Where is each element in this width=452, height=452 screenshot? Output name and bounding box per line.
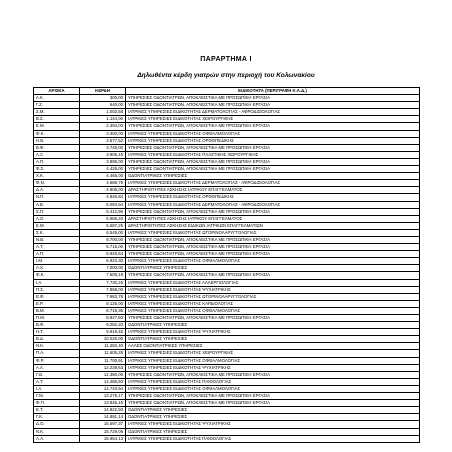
cell-initials: Ε.Φ. [34,293,80,300]
cell-specialty: ΥΠΗΡΕΣΙΕΣ ΟΔΟΝΤΙΑΤΡΩΝ, ΑΠΟΚΛΕΙΣΤΙΚΑ ΜΕ ΠΡΟΣΩΠΙΚΗ ΕΡΓΑΣΙΑ [126,251,420,258]
cell-specialty: ΙΑΤΡΙΚΕΣ ΥΠΗΡΕΣΙΕΣ ΕΙΔΙΚΟΤΗΤΑΣ ΨΥΧΙΑΤΡΙΚΗΣ [126,286,420,293]
table-row [34,329,420,336]
cell-specialty: ΙΑΤΡΙΚΕΣ ΥΠΗΡΕΣΙΕΣ ΕΙΔΙΚΟΤΗΤΑΣ ΠΛΑΣΤΙΚΗΣ ΧΕΙΡΟΥΡΓΙΚΗΣ [126,151,420,158]
cell-initials: Π.Σ. [34,286,80,293]
cell-earnings: 6.700,00 [80,236,126,243]
cell-initials: Γ.Κ. [34,414,80,421]
cell-earnings: 8.719,35 [80,307,126,314]
cell-specialty: ΥΠΗΡΕΣΙΕΣ ΟΔΟΝΤΙΑΤΡΩΝ, ΑΠΟΚΛΕΙΣΤΙΚΑ ΜΕ ΠΡΟΣΩΠΙΚΗ ΕΡΓΑΣΙΑ [126,166,420,173]
cell-specialty: ΥΠΗΡΕΣΙΕΣ ΟΔΟΝΤΙΑΤΡΩΝ, ΑΠΟΚΛΕΙΣΤΙΚΑ ΜΕ ΠΡΟΣΩΠΙΚΗ ΕΡΓΑΣΙΑ [126,315,420,322]
cell-specialty: ΙΑΤΡΙΚΕΣ ΥΠΗΡΕΣΙΕΣ ΕΙΔΙΚΟΤΗΤΑΣ ΟΦΘΑΛΜΟΛΟΓΙΑΣ [126,130,420,137]
cell-specialty: ΙΑΤΡΙΚΕΣ ΥΠΗΡΕΣΙΕΣ ΕΙΔΙΚΟΤΗΤΑΣ ΨΥΧΙΑΤΡΙΚΗΣ [126,329,420,336]
table-row [34,215,420,222]
cell-specialty: ΥΠΗΡΕΣΙΕΣ ΟΔΟΝΤΙΑΤΡΩΝ, ΑΠΟΚΛΕΙΣΤΙΚΑ ΜΕ ΠΡΟΣΩΠΙΚΗ ΕΡΓΑΣΙΑ [126,393,420,400]
cell-initials: Ν.Π. [34,194,80,201]
cell-specialty: ΙΑΤΡΙΚΕΣ ΥΠΗΡΕΣΙΕΣ ΕΙΔΙΚΟΤΗΤΑΣ ΩΤΟΡΙΝΟΛΑΡΥΓΓΟΛΟΓΙΑΣ [126,229,420,236]
cell-specialty: ΙΑΤΡΙΚΕΣ ΥΠΗΡΕΣΙΕΣ ΕΙΔΙΚΟΤΗΤΑΣ ΟΦΘΑΛΜΟΛΟΓΙΑΣ [126,307,420,314]
earnings-table [33,87,420,443]
cell-initials: Φ.Σ. [34,166,80,173]
cell-initials: Β.Δ. [34,336,80,343]
cell-initials: Ε.Ρ. [34,300,80,307]
table-row [34,336,420,343]
cell-earnings: 14.822,50 [80,407,126,414]
cell-initials: Γ.Β. [34,371,80,378]
cell-initials: Α.Π. [34,251,80,258]
table-row [34,180,420,187]
table-row [34,350,420,357]
cell-earnings: 7.983,78 [80,293,126,300]
cell-specialty: ΙΑΤΡΙΚΕΣ ΥΠΗΡΕΣΙΕΣ ΕΙΔΙΚΟΤΗΤΑΣ ΟΦΘΑΛΜΟΛΟΓΙΑΣ [126,258,420,265]
cell-earnings: 3.577,52 [80,137,126,144]
table-row [34,300,420,307]
cell-initials: Δ.Λ. [34,187,80,194]
cell-initials: Α.Τ. [34,244,80,251]
cell-initials: Η.Τ. [34,329,80,336]
cell-specialty: ΥΠΗΡΕΣΙΕΣ ΟΔΟΝΤΙΑΤΡΩΝ, ΑΠΟΚΛΕΙΣΤΙΚΑ ΜΕ ΠΡΟΣΩΠΙΚΗ ΕΡΓΑΣΙΑ [126,272,420,279]
cell-earnings: 5.412,96 [80,208,126,215]
cell-earnings: 15.729,06 [80,428,126,435]
table-body [34,95,420,443]
table-row [34,343,420,350]
cell-initials: Φ.Ρ. [34,357,80,364]
cell-earnings: 15.954,13 [80,435,126,442]
cell-earnings: 7.730,25 [80,279,126,286]
cell-specialty: ΙΑΤΡΙΚΕΣ ΥΠΗΡΕΣΙΕΣ ΕΙΔΙΚΟΤΗΤΑΣ ΧΕΙΡΟΥΡΓΙΚΗΣ [126,350,420,357]
cell-initials: Α.Κ. [34,95,80,102]
cell-specialty: ΥΠΗΡΕΣΙΕΣ ΟΔΟΝΤΙΑΤΡΩΝ, ΑΠΟΚΛΕΙΣΤΙΚΑ ΜΕ ΠΡΟΣΩΠΙΚΗ ΕΡΓΑΣΙΑ [126,123,420,130]
table-row [34,421,420,428]
table-row [34,173,420,180]
table-row [34,123,420,130]
cell-specialty: ΟΔΟΝΤΙΑΤΡΙΚΕΣ ΥΠΗΡΕΣΙΕΣ [126,407,420,414]
cell-specialty: ΙΑΤΡΙΚΕΣ ΥΠΗΡΕΣΙΕΣ ΕΙΔΙΚΟΤΗΤΑΣ ΨΥΧΙΑΤΡΙΚΗΣ [126,364,420,371]
cell-specialty: ΔΡΑΣΤΗΡΙΟΤΗΤΕΣ ΑΣΚΗΣΗΣ ΕΙΔΙΚΩΝ ΙΑΤΡΙΚΩΝ ΕΠΑΓΓΕΛΜΑΤΙΩΝ [126,222,420,229]
cell-earnings: 11.605,28 [80,350,126,357]
table-row [34,244,420,251]
table-row [34,151,420,158]
cell-initials: Β.Φ. [34,144,80,151]
cell-initials: Π.Α. [34,350,80,357]
cell-earnings: 12.380,00 [80,371,126,378]
cell-specialty: ΥΠΗΡΕΣΙΕΣ ΟΔΟΝΤΙΑΤΡΩΝ, ΑΠΟΚΛΕΙΣΤΙΚΑ ΜΕ ΠΡΟΣΩΠΙΚΗ ΕΡΓΑΣΙΑ [126,95,420,102]
table-row [34,116,420,123]
table-row [34,428,420,435]
cell-initials: Β.Σ. [34,116,80,123]
cell-initials: Ι.Α. [34,385,80,392]
cell-earnings: 9.919,45 [80,329,126,336]
table-row [34,95,420,102]
table-row [34,279,420,286]
header-initials: ΑΡΧΙΚΑ [34,88,80,95]
cell-initials: Η.Β. [34,137,80,144]
table-row [34,144,420,151]
cell-specialty: ΥΠΗΡΕΣΙΕΣ ΟΔΟΝΤΙΑΤΡΩΝ, ΑΠΟΚΛΕΙΣΤΙΚΑ ΜΕ ΠΡΟΣΩΠΙΚΗ ΕΡΓΑΣΙΑ [126,371,420,378]
cell-earnings: 12.238,63 [80,364,126,371]
cell-initials: Δ.Ο. [34,421,80,428]
cell-specialty: ΙΑΤΡΙΚΕΣ ΥΠΗΡΕΣΙΕΣ ΕΙΔΙΚΟΤΗΤΑΣ ΧΕΙΡΟΥΡΓΙΚΗΣ [126,116,420,123]
cell-initials: Β.Φ. [34,322,80,329]
table-row [34,109,420,116]
cell-specialty: ΙΑΤΡΙΚΕΣ ΥΠΗΡΕΣΙΕΣ ΕΙΔΙΚΟΤΗΤΑΣ ΔΕΡΜΑΤΟΛΟΓΙΑΣ - ΑΦΡΟΔΙΣΙΟΛΟΓΙΑΣ [126,109,420,116]
cell-earnings: 9.282,20 [80,322,126,329]
cell-specialty: ΥΠΗΡΕΣΙΕΣ ΟΔΟΝΤΙΑΤΡΩΝ, ΑΠΟΚΛΕΙΣΤΙΚΑ ΜΕ ΠΡΟΣΩΠΙΚΗ ΕΡΓΑΣΙΑ [126,158,420,165]
table-row [34,251,420,258]
cell-earnings: 8.125,00 [80,300,126,307]
cell-initials: Α.Ξ. [34,151,80,158]
cell-initials: Π.Μ. [34,315,80,322]
cell-earnings: 3.745,00 [80,144,126,151]
cell-earnings: 4.425,00 [80,166,126,173]
cell-specialty: ΟΔΟΝΤΙΑΤΡΙΚΕΣ ΥΠΗΡΕΣΙΕΣ [126,428,420,435]
cell-specialty: ΥΠΗΡΕΣΙΕΣ ΟΔΟΝΤΙΑΤΡΩΝ, ΑΠΟΚΛΕΙΣΤΙΚΑ ΜΕ ΠΡΟΣΩΠΙΚΗ ΕΡΓΑΣΙΑ [126,400,420,407]
table-row [34,357,420,364]
cell-specialty: ΙΑΤΡΙΚΕΣ ΥΠΗΡΕΣΙΕΣ ΕΙΔΙΚΟΤΗΤΑΣ ΟΡΘΟΠΕΔΙΚΗΣ [126,194,420,201]
cell-initials: Ι.Μ. [34,258,80,265]
cell-specialty: ΥΠΗΡΕΣΙΕΣ ΟΔΟΝΤΙΑΤΡΩΝ, ΑΠΟΚΛΕΙΣΤΙΚΑ ΜΕ ΠΡΟΣΩΠΙΚΗ ΕΡΓΑΣΙΑ [126,102,420,109]
cell-initials: Ι.Α. [34,279,80,286]
cell-earnings: 3.906,15 [80,151,126,158]
cell-earnings: 14.891,14 [80,414,126,421]
cell-earnings: 11.282,40 [80,343,126,350]
page-title: ΠΑΡΑΡΤΗΜΑ Ι [200,56,252,63]
table-row [34,322,420,329]
cell-specialty: ΟΔΟΝΤΙΑΤΡΙΚΕΣ ΥΠΗΡΕΣΙΕΣ [126,322,420,329]
table-row [34,393,420,400]
table-header-row [34,88,420,95]
cell-specialty: ΔΡΑΣΤΗΡΙΟΤΗΤΕΣ ΑΣΚΗΣΗΣ ΙΑΤΡΙΚΟΥ ΕΠΑΓΓΕΛΜΑΤΟΣ [126,187,420,194]
cell-specialty: ΟΔΟΝΤΙΑΤΡΙΚΕΣ ΥΠΗΡΕΣΙΕΣ [126,414,420,421]
cell-initials: Α.Β. [34,201,80,208]
cell-earnings: 10.020,00 [80,336,126,343]
cell-initials: Σ.Μ. [34,109,80,116]
table-row [34,222,420,229]
table-row [34,400,420,407]
cell-initials: Α.Λ. [34,364,80,371]
cell-earnings: 7.600,19 [80,272,126,279]
table-row [34,187,420,194]
table-row [34,236,420,243]
cell-initials: Ε.Τ. [34,407,80,414]
cell-earnings: 4.686,79 [80,180,126,187]
table-row [34,166,420,173]
cell-specialty: ΟΔΟΝΤΙΑΤΡΙΚΕΣ ΥΠΗΡΕΣΙΕΣ [126,336,420,343]
cell-specialty: ΥΠΗΡΕΣΙΕΣ ΟΔΟΝΤΙΑΤΡΩΝ, ΑΠΟΚΛΕΙΣΤΙΚΑ ΜΕ ΠΡΟΣΩΠΙΚΗ ΕΡΓΑΣΙΑ [126,236,420,243]
cell-initials: Α.Π. [34,158,80,165]
cell-initials: Γ.Μ. [34,393,80,400]
cell-initials: Χ.Κ. [34,173,80,180]
cell-specialty: ΑΛΛΕΣ ΟΔΟΝΤΙΑΤΡΙΚΕΣ ΥΠΗΡΕΣΙΕΣ [126,343,420,350]
cell-specialty: ΙΑΤΡΙΚΕΣ ΥΠΗΡΕΣΙΕΣ ΕΙΔΙΚΟΤΗΤΑΣ ΔΕΡΜΑΤΟΛΟΓΙΑΣ - ΑΦΡΟΔΙΣΙΟΛΟΓΙΑΣ [126,201,420,208]
cell-initials: Φ.Κ. [34,130,80,137]
cell-earnings: 12.486,50 [80,378,126,385]
table-row [34,194,420,201]
cell-initials: Ε.Μ. [34,222,80,229]
cell-specialty: ΟΔΟΝΤΙΑΤΡΙΚΕΣ ΥΠΗΡΕΣΙΕΣ [126,173,420,180]
cell-earnings: 13.846,15 [80,400,126,407]
table-row [34,201,420,208]
header-specialty: ΕΙΔΙΚΟΤΗΤΑ (ΠΕΡΙΓΡΑΦΗ Κ.Α.Δ.) [126,88,420,95]
cell-earnings: 6.545,00 [80,229,126,236]
cell-specialty: ΙΑΤΡΙΚΕΣ ΥΠΗΡΕΣΙΕΣ ΕΙΔΙΚΟΤΗΤΑΣ ΟΡΘΟΠΕΔΙΚΗΣ [126,137,420,144]
table-row [34,414,420,421]
cell-initials: Λ.Α. [34,435,80,442]
table-row [34,315,420,322]
cell-initials: Φ.Κ. [34,272,80,279]
cell-earnings: 3.300,00 [80,130,126,137]
cell-initials: Ν.Β. [34,236,80,243]
cell-specialty: ΙΑΤΡΙΚΕΣ ΥΠΗΡΕΣΙΕΣ ΕΙΔΙΚΟΤΗΤΑΣ ΠΑΙΘΟΛΟΓΙΑΣ [126,435,420,442]
table-row [34,102,420,109]
cell-earnings: 3.995,00 [80,158,126,165]
table-row [34,265,420,272]
cell-earnings: 4.465,00 [80,173,126,180]
table-row [34,371,420,378]
cell-earnings: 1.002,58 [80,109,126,116]
cell-specialty: ΥΠΗΡΕΣΙΕΣ ΟΔΟΝΤΙΑΤΡΩΝ, ΑΠΟΚΛΕΙΣΤΙΚΑ ΜΕ ΠΡΟΣΩΠΙΚΗ ΕΡΓΑΣΙΑ [126,144,420,151]
cell-specialty: ΙΑΤΡΙΚΕΣ ΥΠΗΡΕΣΙΕΣ ΕΙΔΙΚΟΤΗΤΑΣ ΩΤΟΡΙΝΟΛΑΡΥΓΓΟΛΟΓΙΑΣ [126,293,420,300]
cell-specialty: ΟΔΟΝΤΙΑΤΡΙΚΕΣ ΥΠΗΡΕΣΙΕΣ [126,265,420,272]
cell-specialty: ΔΡΑΣΤΗΡΙΟΤΗΤΕΣ ΑΣΚΗΣΗΣ ΙΑΤΡΙΚΟΥ ΕΠΑΓΓΕΛΜΑΤΟΣ [126,215,420,222]
cell-initials: Ε.Μ. [34,123,80,130]
header-earnings: ΚΕΡΔΗ [80,88,126,95]
cell-earnings: 300,00 [80,95,126,102]
cell-specialty: ΙΑΤΡΙΚΕΣ ΥΠΗΡΕΣΙΕΣ ΕΙΔΙΚΟΤΗΤΑΣ ΑΛΛΕΡΓΙΟΛΟΓΙΑΣ [126,279,420,286]
table-row [34,229,420,236]
cell-earnings: 4.946,84 [80,194,126,201]
table-row [34,435,420,442]
cell-earnings: 6.715,00 [80,244,126,251]
cell-earnings: 6.922,30 [80,258,126,265]
table-row [34,272,420,279]
table-row [34,364,420,371]
page-subtitle: Δηλωθέντα κέρδη γιατρών στην περιοχή του Κολωνακίου [137,72,315,79]
table-row [34,130,420,137]
cell-earnings: 11.700,91 [80,357,126,364]
cell-specialty: ΙΑΤΡΙΚΕΣ ΥΠΗΡΕΣΙΕΣ ΕΙΔΙΚΟΤΗΤΑΣ ΟΦΘΑΛΜΟΛΟΓΙΑΣ [126,357,420,364]
cell-initials: Α.Τ. [34,378,80,385]
cell-initials: Β.Μ. [34,307,80,314]
cell-specialty: ΙΑΤΡΙΚΕΣ ΥΠΗΡΕΣΙΕΣ ΕΙΔΙΚΟΤΗΤΑΣ ΔΕΡΜΑΤΟΛΟΓΙΑΣ - ΑΦΡΟΔΙΣΙΟΛΟΓΙΑΣ [126,180,420,187]
cell-earnings: 13.279,17 [80,393,126,400]
cell-earnings: 7.868,00 [80,286,126,293]
cell-earnings: 8.827,50 [80,315,126,322]
table-row [34,158,420,165]
cell-earnings: 5.094,94 [80,201,126,208]
table-row [34,286,420,293]
cell-initials: Α.Χ. [34,265,80,272]
cell-earnings: 6.820,64 [80,251,126,258]
cell-earnings: 4.906,00 [80,187,126,194]
cell-initials: Σ.Κ. [34,229,80,236]
table-row [34,137,420,144]
cell-initials: Φ.Ν. [34,180,80,187]
cell-specialty: ΙΑΤΡΙΚΕΣ ΥΠΗΡΕΣΙΕΣ ΕΙΔΙΚΟΤΗΤΑΣ ΚΑΡΔΙΟΛΟΓΙΑΣ [126,300,420,307]
table-row [34,385,420,392]
cell-initials: Σ.Π. [34,208,80,215]
table-row [34,407,420,414]
table-row [34,293,420,300]
table-row [34,307,420,314]
cell-earnings: 5.587,25 [80,222,126,229]
cell-initials: Ν.Κ. [34,428,80,435]
cell-initials: Γ.Ζ. [34,102,80,109]
cell-earnings: 15.597,37 [80,421,126,428]
cell-earnings: 5.556,33 [80,215,126,222]
cell-earnings: 12.743,94 [80,385,126,392]
cell-specialty: ΥΠΗΡΕΣΙΕΣ ΟΔΟΝΤΙΑΤΡΩΝ, ΑΠΟΚΛΕΙΣΤΙΚΑ ΜΕ ΠΡΟΣΩΠΙΚΗ ΕΡΓΑΣΙΑ [126,208,420,215]
table-row [34,258,420,265]
cell-earnings: 2.394,00 [80,123,126,130]
cell-specialty: ΙΑΤΡΙΚΕΣ ΥΠΗΡΕΣΙΕΣ ΕΙΔΙΚΟΤΗΤΑΣ ΠΑΙΘΟΛΟΓΙΑΣ [126,378,420,385]
cell-initials: Α.Ο. [34,215,80,222]
cell-earnings: 1.144,00 [80,116,126,123]
cell-specialty: ΙΑΤΡΙΚΕΣ ΥΠΗΡΕΣΙΕΣ ΕΙΔΙΚΟΤΗΤΑΣ ΨΥΧΙΑΤΡΙΚΗΣ [126,421,420,428]
cell-earnings: 640,00 [80,102,126,109]
cell-earnings: 7.000,00 [80,265,126,272]
table-row [34,208,420,215]
cell-initials: Ν.Κ. [34,343,80,350]
cell-specialty: ΥΠΗΡΕΣΙΕΣ ΟΔΟΝΤΙΑΤΡΩΝ, ΑΠΟΚΛΕΙΣΤΙΚΑ ΜΕ ΠΡΟΣΩΠΙΚΗ ΕΡΓΑΣΙΑ [126,244,420,251]
table-row [34,378,420,385]
cell-specialty: ΙΑΤΡΙΚΕΣ ΥΠΗΡΕΣΙΕΣ ΕΙΔΙΚΟΤΗΤΑΣ ΟΦΘΑΛΜΟΛΟΓΙΑΣ [126,385,420,392]
cell-initials: Φ.Π. [34,400,80,407]
